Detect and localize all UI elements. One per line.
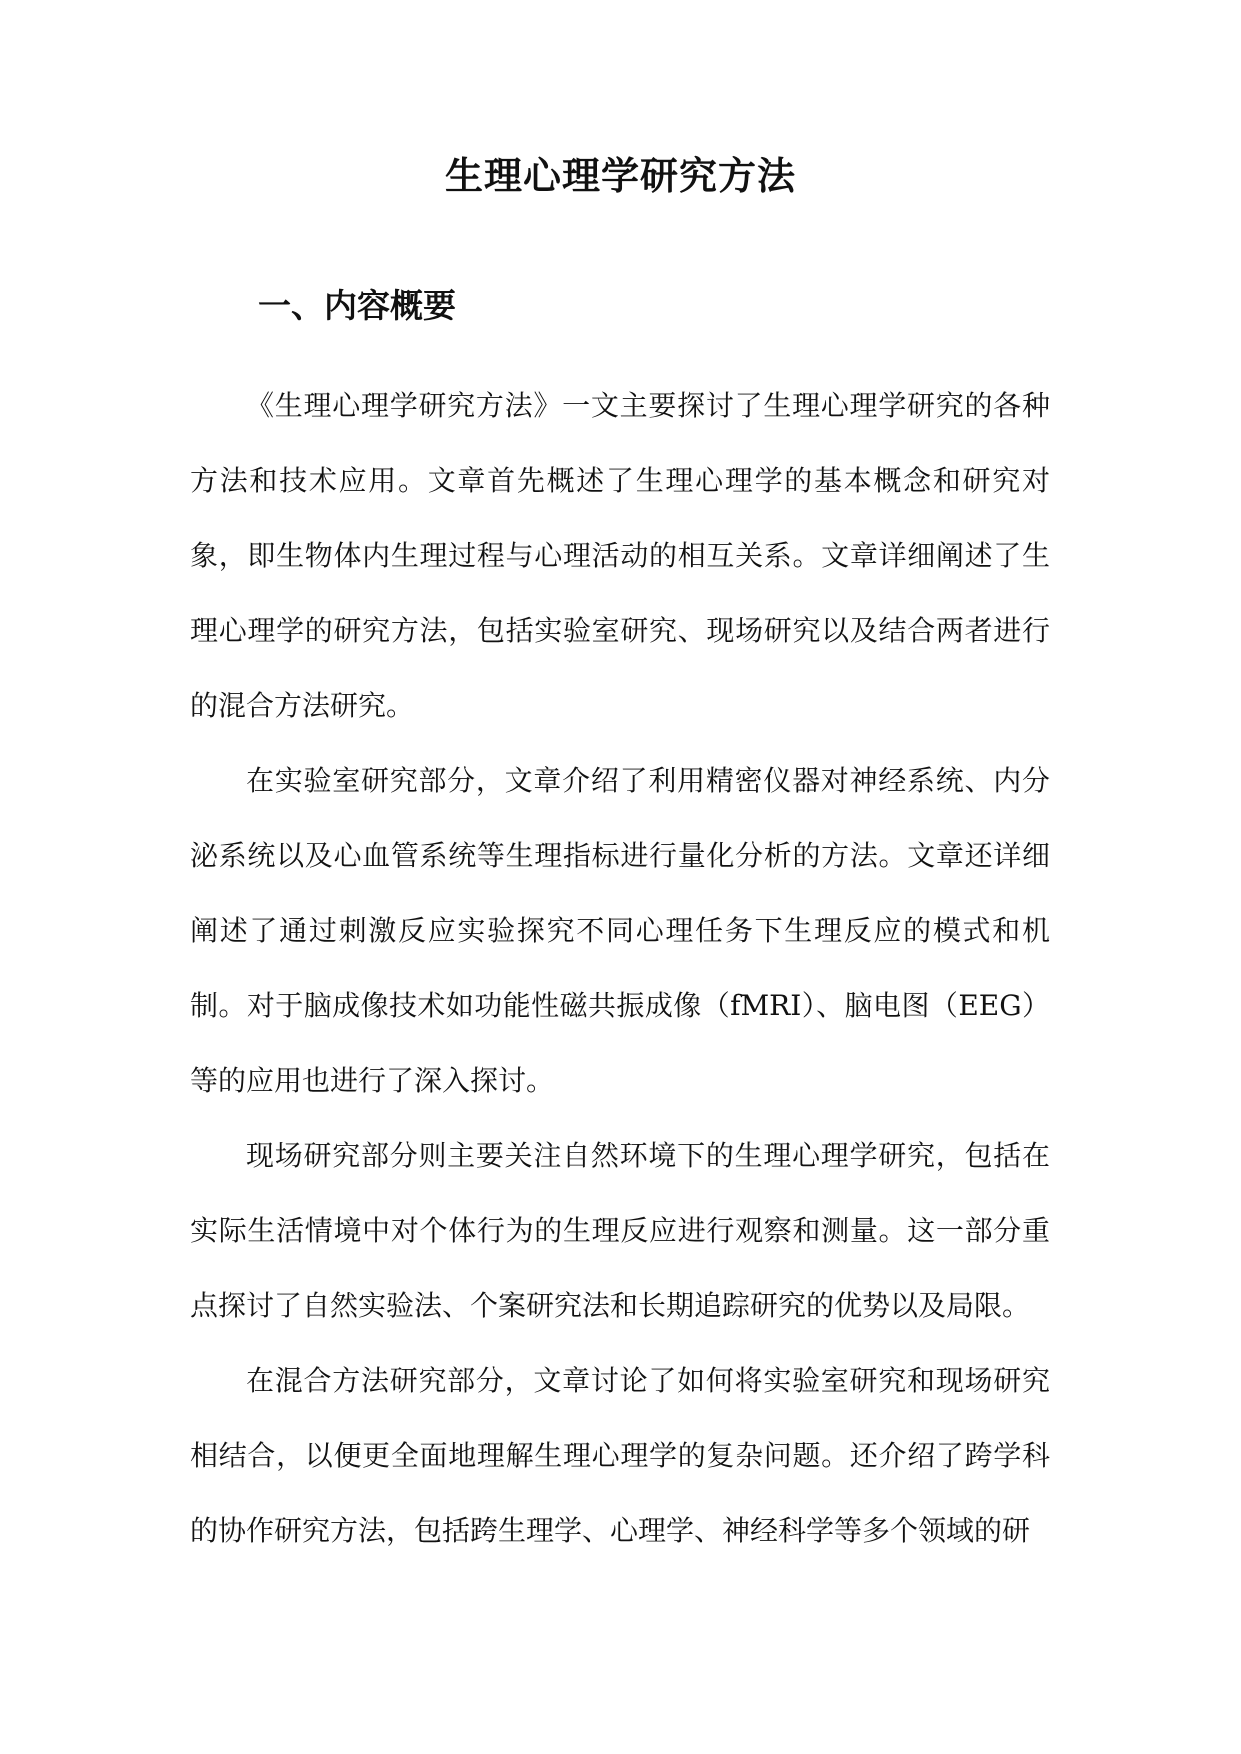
paragraph-mixed-methods: 在混合方法研究部分，文章讨论了如何将实验室研究和现场研究相结合，以便更全面地理解生理心理学的复杂问题。还介绍了跨学科的协作研究方法，包括跨生理学、心理学、神经科学等多个领域的研 [190,1364,1050,1547]
document-title: 生理心理学研究方法 [444,153,796,198]
paragraph-field-research: 现场研究部分则主要关注自然环境下的生理心理学研究，包括在实际生活情境中对个体行为的生理反应进行观察和测量。这一部分重点探讨了自然实验法、个案研究法和长期追踪研究的优势以及局限。 [190,1139,1050,1322]
paragraph-lab-research: 在实验室研究部分，文章介绍了利用精密仪器对神经系统、内分泌系统以及心血管系统等生理指标进行量化分析的方法。文章还详细阐述了通过刺激反应实验探究不同心理任务下生理反应的模式和机制。对于脑成像技术如功能性磁共振成像（fMRI）、脑电图（EEG）等的应用也进行了深入探讨。 [190,764,1050,1097]
section-heading: 一、内容概要 [258,286,456,325]
document-body [190,368,1050,1568]
paragraph-overview: 《生理心理学研究方法》一文主要探讨了生理心理学研究的各种方法和技术应用。文章首先概述了生理心理学的基本概念和研究对象，即生物体内生理过程与心理活动的相互关系。文章详细阐述了生理心理学的研究方法，包括实验室研究、现场研究以及结合两者进行的混合方法研究。 [190,389,1050,722]
